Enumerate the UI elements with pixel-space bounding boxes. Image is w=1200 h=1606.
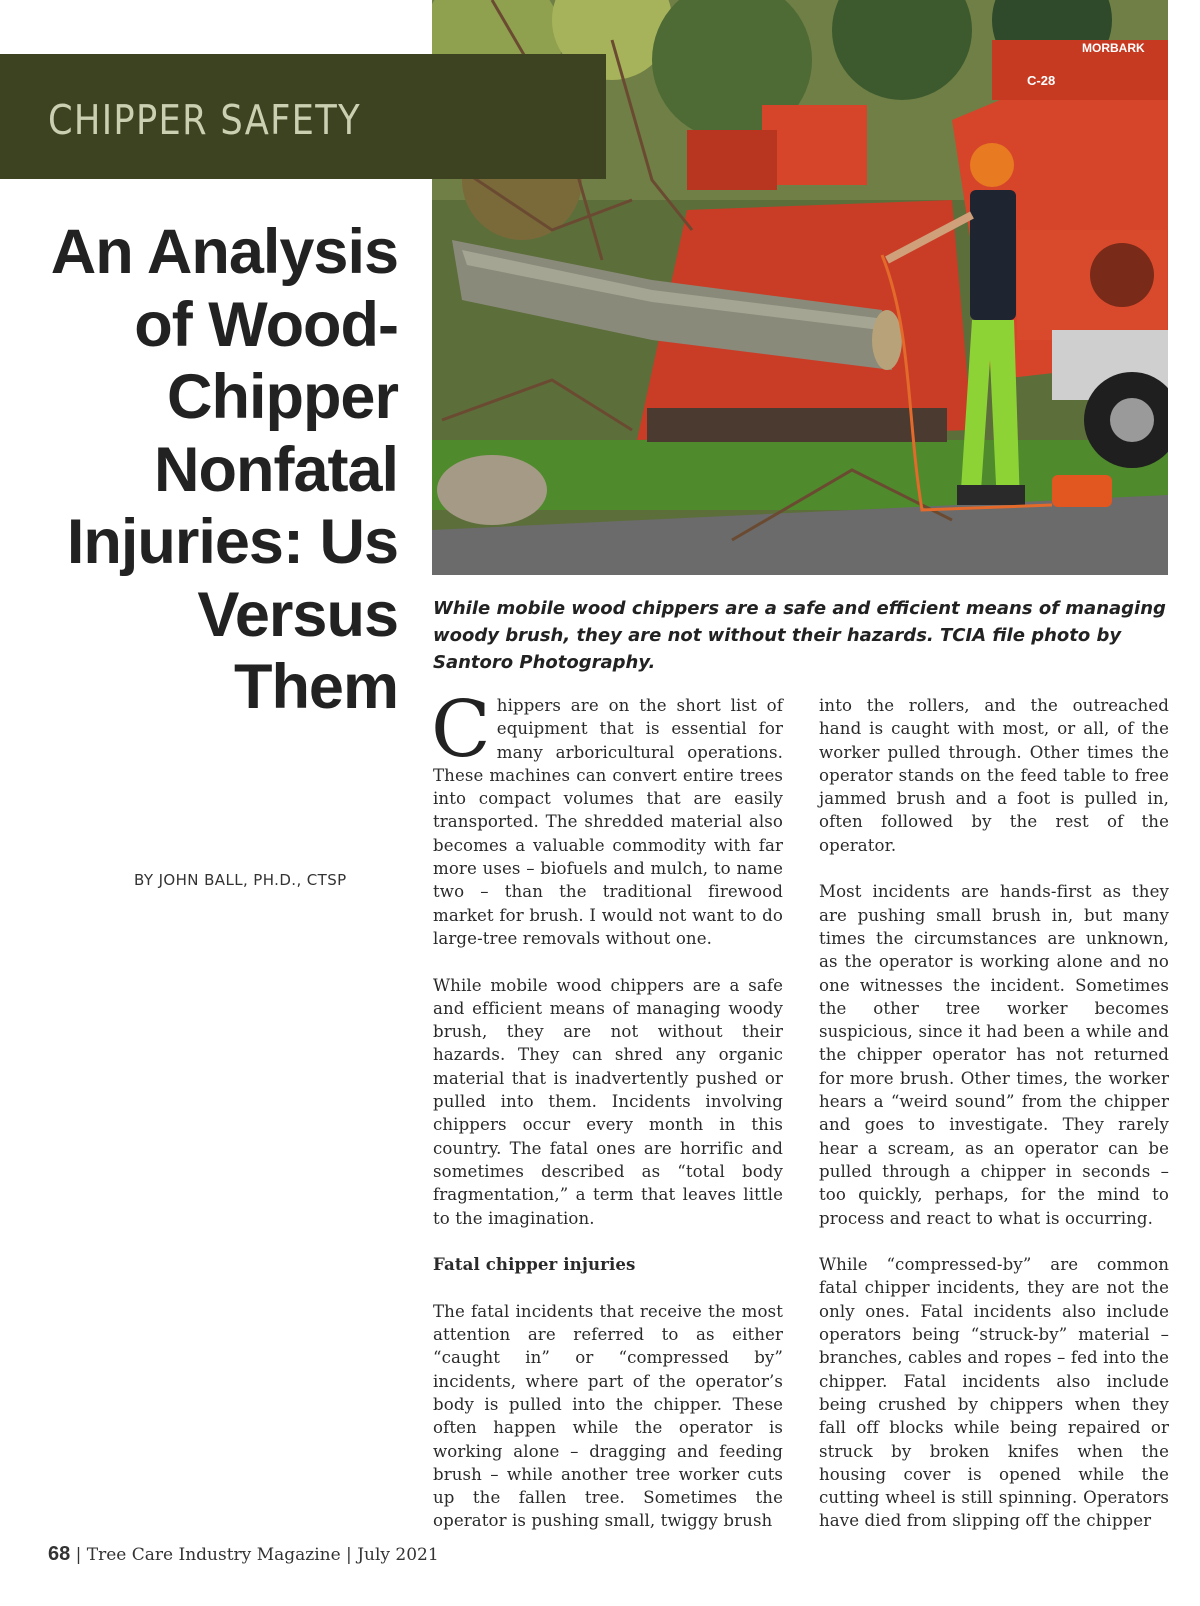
- machine-model: C-28: [1027, 73, 1056, 88]
- subheading: Fatal chipper injuries: [433, 1254, 636, 1275]
- machine-brand: MORBARK: [1082, 41, 1145, 55]
- body-column-right: [819, 694, 1169, 1533]
- paragraph: [431, 685, 783, 950]
- photo-caption: While mobile wood chippers are a safe and efficient means of managing woody brush, they are not without their hazards. TCIA file photo by Santoro Photography.: [433, 598, 1166, 673]
- paragraph: into the rollers, and the outreached hand is caught with most, or all, of the worker pulled through. Other times the operator stands on the feed table to free jammed brush and a foot is pulled in, often followed by the rest of the operator.: [819, 696, 1169, 855]
- page-footer: [48, 1543, 439, 1566]
- byline: BY JOHN BALL, PH.D., CTSP: [134, 871, 347, 889]
- paragraph: Most incidents are hands-first as they are pushing small brush in, but many times the circumstances are unknown, as the operator is working alone and no one witnesses the incident. Sometimes the other tree worker becomes suspicious, since it had been a while and the chipper operator has not returned for more brush. Other times, the worker hears a “weird sound” from the chipper and goes to investigate. They rarely hear a scream, as an operator can be pulled through a chipper in seconds – too quickly, perhaps, for the mind to process and react to what is occurring.: [819, 882, 1169, 1228]
- body-column-left: [431, 685, 783, 1533]
- paragraph-text: hippers are on the short list of equipment that is essential for many arboricultural operations. These machines can convert entire trees into compact volumes that are easily transported. The shredded material also becomes a valuable commodity with far more uses – biofuels and mulch, to name two – than the traditional firewood market for brush. I would not want to do large-tree removals without one.: [433, 696, 783, 948]
- drop-cap: C: [431, 685, 491, 775]
- chainsaw: [1052, 475, 1112, 507]
- publication-info: | Tree Care Industry Magazine | July 2021: [70, 1545, 439, 1565]
- article-title: An Analysis of Wood-Chipper Nonfatal Injuries: Us Versus Them: [50, 217, 398, 722]
- paragraph: While “compressed-by” are common fatal chipper incidents, they are not the only ones. Fatal incidents also include operators being “struck-by” material – branches, cables and ropes – fed into the chipper. Fatal incidents also include being crushed by chippers when they fall off blocks while being repaired or struck by broken knifes when the housing cover is opened while the cutting wheel is still spinning. Operators have died from slipping off the chipper: [819, 1255, 1169, 1531]
- paragraph: The fatal incidents that receive the most attention are referred to as either “caught in” or “compressed by” incidents, where part of the operator’s body is pulled into the chipper. These often happen while the operator is working alone – dragging and feeding brush – while another tree worker cuts up the fallen tree. Sometimes the operator is pushing small, twiggy brush: [433, 1301, 783, 1531]
- paragraph: While mobile wood chippers are a safe and efficient means of managing woody brush, they are not without their hazards. They can shred any organic material that is inadvertently pushed or pulled into them. Incidents involving chippers occur every month in this country. The fatal ones are horrific and sometimes described as “total body fragmentation,” a term that leaves little to the imagination.: [433, 975, 783, 1228]
- page-number: 68: [48, 1543, 71, 1565]
- section-label: CHIPPER SAFETY: [48, 96, 361, 144]
